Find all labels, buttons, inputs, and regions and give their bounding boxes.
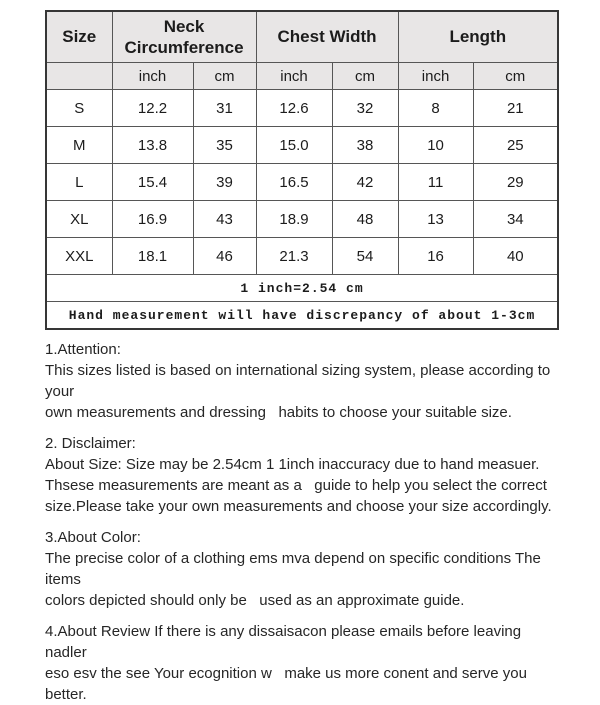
- about-color-heading: 3.About Color:: [45, 529, 141, 546]
- disclaimer-text-line: About Size: Size may be 2.54cm 1 1inch inaccuracy due to hand measuer.: [45, 456, 540, 473]
- cell-neck-cm: 43: [193, 201, 256, 238]
- unit-length-cm: cm: [473, 63, 558, 90]
- notes-text-block: [45, 339, 560, 705]
- cell-length-cm: 34: [473, 201, 558, 238]
- cell-neck-inch: 12.2: [112, 90, 193, 127]
- cell-length-inch: 11: [398, 164, 473, 201]
- cell-size: L: [46, 164, 112, 201]
- header-length: Length: [398, 11, 558, 63]
- disclaimer-heading: 2. Disclaimer:: [45, 435, 136, 452]
- cell-chest-inch: 12.6: [256, 90, 332, 127]
- size-row-xxl: [46, 238, 558, 275]
- disclaimer-text-line: size.Please take your own measurements and choose your size accordingly.: [45, 498, 552, 515]
- size-row-xl: [46, 201, 558, 238]
- cell-length-inch: 10: [398, 127, 473, 164]
- disclaimer-text-line: Thsese measurements are meant as a guide to help you select the correct: [45, 477, 547, 494]
- cell-chest-inch: 18.9: [256, 201, 332, 238]
- inch-conversion-note: 1 inch=2.54 cm: [46, 275, 558, 302]
- cell-neck-inch: 16.9: [112, 201, 193, 238]
- cell-neck-inch: 15.4: [112, 164, 193, 201]
- size-row-s: [46, 90, 558, 127]
- attention-text-line: This sizes listed is based on international sizing system, please according to your: [45, 362, 555, 400]
- header-size: Size: [46, 11, 112, 63]
- unit-neck-cm: cm: [193, 63, 256, 90]
- size-chart-table: [45, 10, 559, 330]
- cell-chest-cm: 54: [332, 238, 398, 275]
- hand-measurement-row: [46, 302, 558, 330]
- about-review-text-line: 4.About Review If there is any dissaisacon please emails before leaving nadler: [45, 623, 526, 661]
- cell-chest-cm: 42: [332, 164, 398, 201]
- cell-neck-cm: 46: [193, 238, 256, 275]
- table-header-row: [46, 11, 558, 63]
- hand-measurement-note: Hand measurement will have discrepancy of about 1-3cm: [46, 302, 558, 330]
- unit-neck-inch: inch: [112, 63, 193, 90]
- inch-conversion-row: [46, 275, 558, 302]
- cell-length-cm: 25: [473, 127, 558, 164]
- unit-length-inch: inch: [398, 63, 473, 90]
- cell-length-cm: 21: [473, 90, 558, 127]
- cell-length-inch: 16: [398, 238, 473, 275]
- cell-chest-inch: 21.3: [256, 238, 332, 275]
- about-color-text-line: colors depicted should only be used as an approximate guide.: [45, 592, 465, 609]
- about-color-section: [45, 527, 560, 611]
- table-units-row: [46, 63, 558, 90]
- cell-neck-inch: 13.8: [112, 127, 193, 164]
- cell-chest-cm: 48: [332, 201, 398, 238]
- cell-neck-inch: 18.1: [112, 238, 193, 275]
- size-row-m: [46, 127, 558, 164]
- cell-chest-cm: 32: [332, 90, 398, 127]
- disclaimer-section: [45, 433, 560, 517]
- cell-length-cm: 40: [473, 238, 558, 275]
- cell-length-inch: 8: [398, 90, 473, 127]
- cell-chest-inch: 16.5: [256, 164, 332, 201]
- unit-chest-cm: cm: [332, 63, 398, 90]
- attention-section: [45, 339, 560, 423]
- size-chart-page: [0, 10, 600, 703]
- cell-length-inch: 13: [398, 201, 473, 238]
- attention-text-line: own measurements and dressing habits to choose your suitable size.: [45, 404, 512, 421]
- unit-chest-inch: inch: [256, 63, 332, 90]
- cell-length-cm: 29: [473, 164, 558, 201]
- cell-neck-cm: 31: [193, 90, 256, 127]
- cell-neck-cm: 39: [193, 164, 256, 201]
- cell-chest-cm: 38: [332, 127, 398, 164]
- attention-heading: 1.Attention:: [45, 341, 121, 358]
- header-neck-circumference: Neck Circumference: [112, 11, 256, 63]
- cell-size: XL: [46, 201, 112, 238]
- about-color-text-line: The precise color of a clothing ems mva depend on specific conditions The items: [45, 550, 545, 588]
- units-empty-cell: [46, 63, 112, 90]
- cell-size: M: [46, 127, 112, 164]
- cell-size: S: [46, 90, 112, 127]
- cell-neck-cm: 35: [193, 127, 256, 164]
- size-row-l: [46, 164, 558, 201]
- cell-chest-inch: 15.0: [256, 127, 332, 164]
- about-review-section: [45, 621, 560, 705]
- about-review-text-line: eso esv the see Your ecognition w make us more conent and serve you better.: [45, 665, 532, 703]
- header-chest-width: Chest Width: [256, 11, 398, 63]
- cell-size: XXL: [46, 238, 112, 275]
